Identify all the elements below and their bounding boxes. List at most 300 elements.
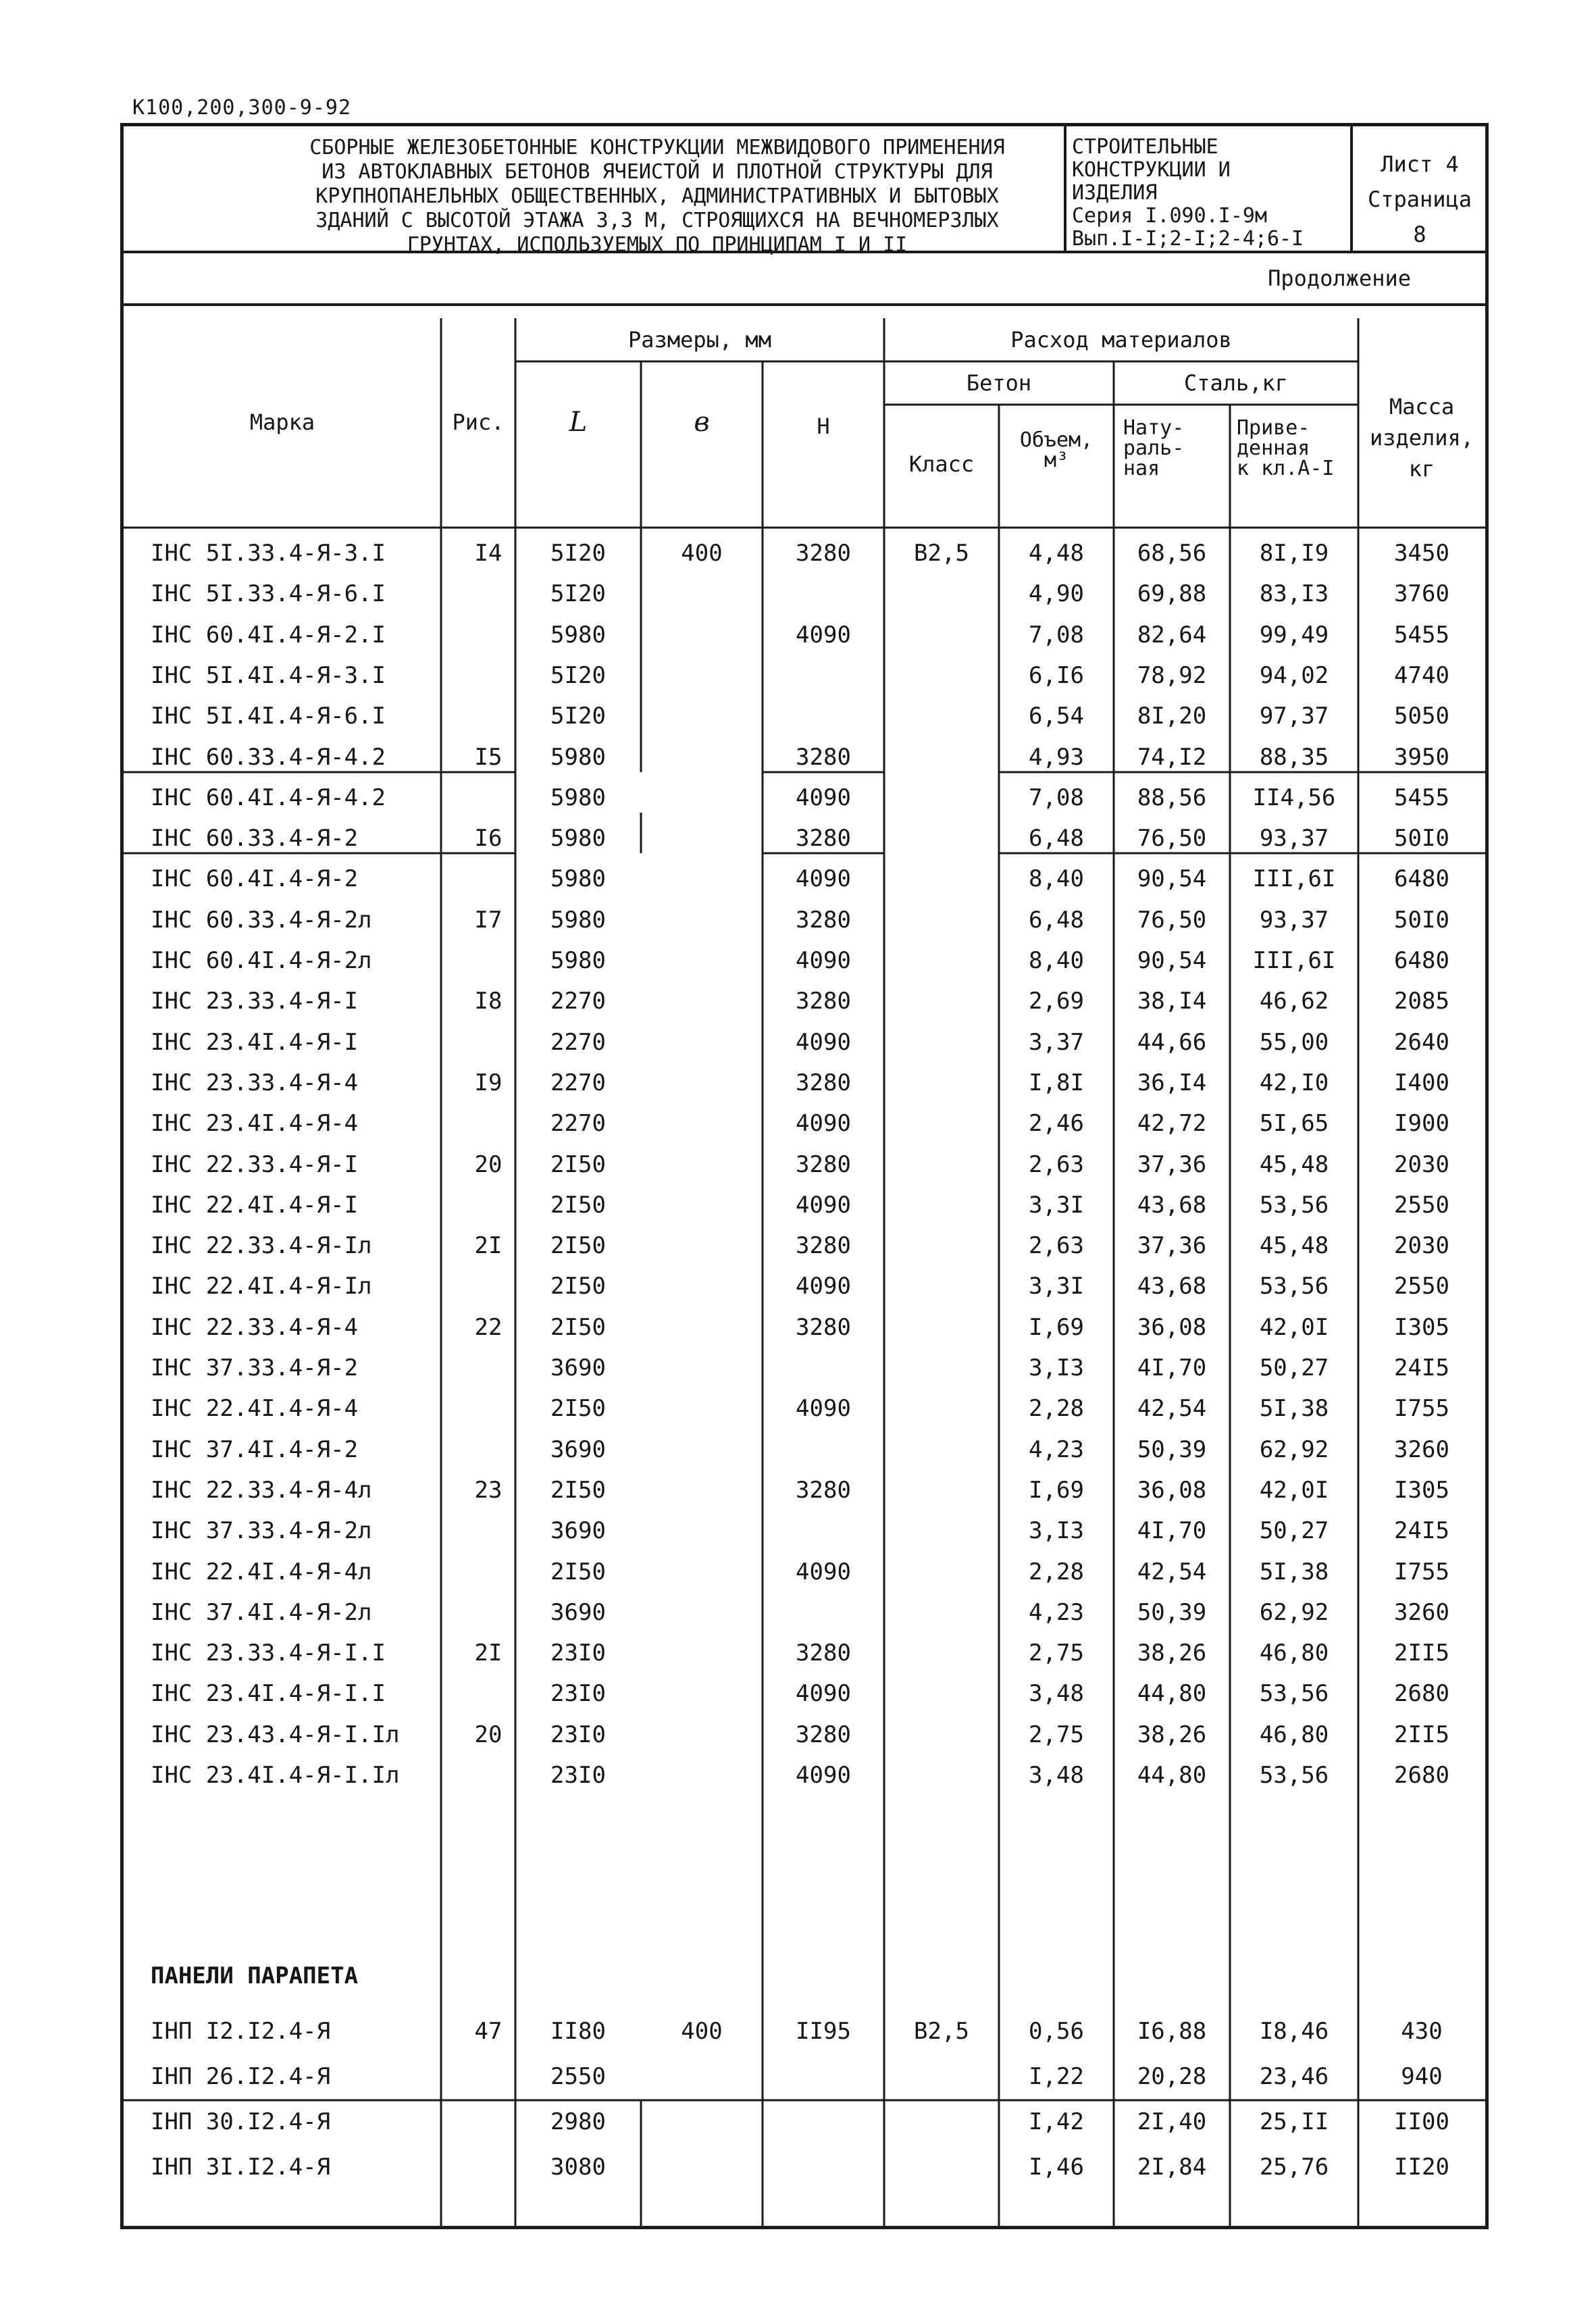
cell-mass: 50I0 [1394, 825, 1449, 853]
cell-mark: IНП 3I.I2.4-Я [151, 2154, 331, 2181]
col-header-volume [999, 430, 1114, 471]
cell-mark: IНС 37.33.4-Я-2л [151, 1517, 372, 1545]
cell-st2: 42,I0 [1259, 1069, 1329, 1096]
cell-mark: IНС 60.4I.4-Я-2.I [151, 621, 386, 649]
cell-fig: I6 [474, 825, 503, 853]
cell-st1: 36,08 [1137, 1476, 1207, 1504]
cell-l: 3690 [550, 1598, 606, 1626]
col-header-steel: Сталь,кг [1183, 370, 1289, 396]
col-header-concrete: Бетон [966, 370, 1032, 396]
cell-st1: 88,56 [1137, 784, 1207, 811]
cell-mass: 2640 [1394, 1028, 1449, 1056]
cell-l: 5I20 [550, 540, 606, 567]
cell-l: 2270 [550, 1110, 606, 1138]
cell-mass: 3950 [1394, 743, 1449, 771]
cell-vol: 3,3I [1029, 1191, 1084, 1219]
cell-st1: 68,56 [1137, 540, 1207, 567]
cell-b: 400 [681, 2018, 723, 2045]
cell-st2: 50,27 [1259, 1517, 1329, 1545]
cell-st2: 25,II [1259, 2108, 1329, 2135]
cell-vol: 8,40 [1029, 947, 1084, 974]
cell-vol: 6,I6 [1029, 661, 1084, 689]
cell-st1: 74,I2 [1137, 743, 1207, 771]
table-row [124, 1428, 1485, 1473]
cell-st1: 78,92 [1137, 661, 1207, 689]
table-row [124, 1265, 1485, 1309]
cell-vol: I,8I [1029, 1069, 1084, 1096]
cell-st2: 25,76 [1259, 2154, 1329, 2181]
cell-mark: IНС 37.4I.4-Я-2 [151, 1435, 359, 1463]
cell-vol: 6,48 [1029, 825, 1084, 853]
continuation-label: Продолжение [1268, 265, 1411, 291]
cell-mark: IНС 23.4I.4-Я-4 [151, 1110, 359, 1138]
cell-mass: 24I5 [1394, 1517, 1449, 1545]
cell-st1: 42,54 [1137, 1558, 1207, 1585]
cell-cls: В2,5 [914, 2018, 969, 2045]
cell-st1: 42,72 [1137, 1110, 1207, 1138]
mass-label-line: Масса [1389, 394, 1455, 420]
cell-mass: II20 [1394, 2154, 1449, 2181]
cell-vol: I,69 [1029, 1313, 1084, 1341]
cell-st2: 45,48 [1259, 1150, 1329, 1178]
cell-st2: 53,56 [1259, 1191, 1329, 1219]
cell-vol: 2,75 [1029, 1640, 1084, 1667]
cell-l: 5I20 [550, 703, 606, 730]
cell-mark: IНС 23.33.4-Я-I.I [151, 1640, 386, 1667]
cell-l: 3690 [550, 1435, 606, 1463]
steel-reduced-line: денная [1237, 436, 1310, 460]
cell-mark: IНС 22.33.4-Я-4л [151, 1476, 372, 1504]
cell-st2: 46,80 [1259, 1721, 1329, 1748]
cell-st2: 42,0I [1259, 1313, 1329, 1341]
cell-h: 3280 [796, 743, 851, 771]
cell-l: 5980 [550, 621, 606, 649]
cell-h: 3280 [796, 988, 851, 1015]
table-row [124, 736, 1485, 780]
title-line: КРУПНОПАНЕЛЬНЫХ ОБЩЕСТВЕННЫХ, АДМИНИСТРАТИВНЫХ И БЫТОВЫХ [315, 184, 999, 208]
cell-fig: I5 [474, 743, 503, 771]
cell-st1: 4I,70 [1137, 1517, 1207, 1545]
cell-vol: 4,23 [1029, 1598, 1084, 1626]
cell-st1: 76,50 [1137, 825, 1207, 853]
table-row [124, 2145, 1485, 2190]
cell-mark: IНС 60.33.4-Я-2 [151, 825, 359, 853]
table-row [124, 1224, 1485, 1269]
cell-vol: I,46 [1029, 2154, 1084, 2181]
table-row [124, 2055, 1485, 2100]
table-row [124, 980, 1485, 1024]
steel-natural-line: Нату- [1123, 416, 1185, 440]
cell-mark: IНС 23.43.4-Я-I.Iл [151, 1721, 400, 1748]
cell-l: 2I50 [550, 1150, 606, 1178]
cell-mark: IНС 22.33.4-Я-4 [151, 1313, 359, 1341]
volume-label-line: Объем, [1019, 428, 1093, 452]
cell-st1: 38,26 [1137, 1721, 1207, 1748]
table-row [124, 1631, 1485, 1676]
cell-fig: 23 [474, 1476, 503, 1504]
cell-mass: I755 [1394, 1395, 1449, 1423]
cell-l: 5980 [550, 865, 606, 893]
table-row [124, 1509, 1485, 1554]
cell-mark: IНС 60.33.4-Я-4.2 [151, 743, 386, 771]
cell-mass: I900 [1394, 1110, 1449, 1138]
cell-mark: IНП 30.I2.4-Я [151, 2108, 331, 2135]
cell-l: 5I20 [550, 580, 606, 608]
cell-vol: 3,37 [1029, 1028, 1084, 1056]
cell-mass: 5455 [1394, 621, 1449, 649]
table-row [124, 1672, 1485, 1717]
cell-vol: 2,63 [1029, 1232, 1084, 1260]
table-row [124, 1754, 1485, 1798]
cell-vol: 4,93 [1029, 743, 1084, 771]
cell-st2: 93,37 [1259, 825, 1329, 853]
cell-st2: 53,56 [1259, 1680, 1329, 1708]
cell-fig: 20 [474, 1150, 503, 1178]
series-line: ИЗДЕЛИЯ [1072, 181, 1158, 205]
cell-mass: 3260 [1394, 1598, 1449, 1626]
table-row [124, 1713, 1485, 1758]
cell-h: 4090 [796, 1191, 851, 1219]
volume-unit-line: м³ [1044, 449, 1069, 472]
col-header-sizes: Размеры, мм [628, 327, 771, 353]
cell-mark: IНС 22.33.4-Я-Iл [151, 1232, 372, 1260]
cell-vol: 3,I3 [1029, 1517, 1084, 1545]
cell-mark: IНС 22.4I.4-Я-Iл [151, 1273, 372, 1300]
cell-l: 23I0 [550, 1680, 606, 1708]
cell-mass: 430 [1401, 2018, 1443, 2045]
series-line: Серия I.090.I-9м [1072, 204, 1267, 228]
cell-vol: 2,75 [1029, 1721, 1084, 1748]
cell-mass: 5455 [1394, 784, 1449, 811]
cell-l: 3080 [550, 2154, 606, 2181]
cell-l: 2270 [550, 988, 606, 1015]
cell-mark: IНП I2.I2.4-Я [151, 2018, 331, 2045]
cell-mass: 6480 [1394, 865, 1449, 893]
table-row [124, 1387, 1485, 1431]
cell-mark: IНС 60.4I.4-Я-2 [151, 865, 359, 893]
parapet-section-title: ПАНЕЛИ ПАРАПЕТА [151, 1962, 359, 1989]
steel-natural-line: ная [1123, 457, 1160, 480]
table-row [124, 1469, 1485, 1513]
steel-reduced-line: к кл.А-I [1237, 457, 1335, 480]
cell-mark: IНС 22.33.4-Я-I [151, 1150, 359, 1178]
cell-st1: 2I,84 [1137, 2154, 1207, 2181]
table-row [124, 1021, 1485, 1065]
cell-st2: III,6I [1252, 947, 1336, 974]
cell-l: 2I50 [550, 1558, 606, 1585]
cell-l: 2270 [550, 1069, 606, 1096]
table-row [124, 694, 1485, 739]
series-line: СТРОИТЕЛЬНЫЕ [1072, 135, 1218, 159]
cell-vol: 2,69 [1029, 988, 1084, 1015]
cell-l: 3690 [550, 1517, 606, 1545]
cell-mark: IНС 60.4I.4-Я-4.2 [151, 784, 386, 811]
cell-l: 5980 [550, 743, 606, 771]
cell-fig: 2I [474, 1640, 503, 1667]
col-header-fig: Рис. [452, 409, 505, 435]
title-line: ЗДАНИЙ С ВЫСОТОЙ ЭТАЖА 3,3 М, СТРОЯЩИХСЯ НА ВЕЧНОМЕРЗЛЫХ [315, 209, 999, 232]
cell-l: 2I50 [550, 1395, 606, 1423]
cell-st2: 5I,38 [1259, 1395, 1329, 1423]
cell-st2: 50,27 [1259, 1354, 1329, 1381]
cell-st1: 43,68 [1137, 1273, 1207, 1300]
col-header-materials: Расход материалов [1010, 327, 1232, 353]
cell-vol: 6,48 [1029, 906, 1084, 934]
cell-h: 3280 [796, 1150, 851, 1178]
cell-mark: IНС 23.33.4-Я-I [151, 988, 359, 1015]
cell-mass: II00 [1394, 2108, 1449, 2135]
cell-st2: 8I,I9 [1259, 540, 1329, 567]
table-row [124, 817, 1485, 861]
cell-vol: 4,23 [1029, 1435, 1084, 1463]
cell-mass: 2550 [1394, 1273, 1449, 1300]
cell-st1: 44,80 [1137, 1680, 1207, 1708]
cell-vol: 8,40 [1029, 865, 1084, 893]
cell-mass: I755 [1394, 1558, 1449, 1585]
cell-l: 2I50 [550, 1191, 606, 1219]
cell-vol: 3,48 [1029, 1680, 1084, 1708]
cell-h: 3280 [796, 1313, 851, 1341]
cell-vol: I,69 [1029, 1476, 1084, 1504]
cell-l: 23I0 [550, 1721, 606, 1748]
cell-mark: IНС 23.4I.4-Я-I [151, 1028, 359, 1056]
steel-reduced-line: Приве- [1237, 416, 1310, 440]
table-row [124, 898, 1485, 943]
cell-mark: IНС 5I.4I.4-Я-3.I [151, 661, 386, 689]
cell-st2: 62,92 [1259, 1598, 1329, 1626]
cell-l: 5980 [550, 784, 606, 811]
cell-fig: I8 [474, 988, 503, 1015]
cell-vol: 2,28 [1029, 1558, 1084, 1585]
cell-st1: 50,39 [1137, 1435, 1207, 1463]
title-line: ГРУНТАХ, ИСПОЛЬЗУЕМЫХ ПО ПРИНЦИПАМ I И II [407, 233, 908, 257]
cell-mark: IНС 37.4I.4-Я-2л [151, 1598, 372, 1626]
cell-h: 3280 [796, 540, 851, 567]
cell-mass: 5050 [1394, 703, 1449, 730]
table-row [124, 857, 1485, 902]
cell-vol: 6,54 [1029, 703, 1084, 730]
cell-mass: 3760 [1394, 580, 1449, 608]
cell-mass: 3260 [1394, 1435, 1449, 1463]
cell-mass: 940 [1401, 2063, 1443, 2090]
document-code: К100,200,300-9-92 [132, 96, 352, 120]
cell-st2: 5I,65 [1259, 1110, 1329, 1138]
table-row [124, 1061, 1485, 1106]
cell-st2: 94,02 [1259, 661, 1329, 689]
cell-st1: 50,39 [1137, 1598, 1207, 1626]
cell-fig: 47 [474, 2018, 503, 2045]
table-row [124, 1550, 1485, 1595]
cell-h: 3280 [796, 1476, 851, 1504]
cell-h: 4090 [796, 1110, 851, 1138]
cell-h: 4090 [796, 1558, 851, 1585]
cell-st2: 55,00 [1259, 1028, 1329, 1056]
cell-mark: IНС 23.4I.4-Я-I.I [151, 1680, 386, 1708]
cell-mass: 24I5 [1394, 1354, 1449, 1381]
cell-st2: 97,37 [1259, 703, 1329, 730]
cell-h: 3280 [796, 1640, 851, 1667]
cell-mark: IНС 22.4I.4-Я-I [151, 1191, 359, 1219]
cell-st1: I6,88 [1137, 2018, 1207, 2045]
cell-vol: I,22 [1029, 2063, 1084, 2090]
cell-st2: 88,35 [1259, 743, 1329, 771]
cell-h: 4090 [796, 865, 851, 893]
cell-vol: I,42 [1029, 2108, 1084, 2135]
cell-mass: 2680 [1394, 1762, 1449, 1789]
cell-vol: 4,48 [1029, 540, 1084, 567]
cell-l: II80 [550, 2018, 606, 2045]
cell-st1: 38,I4 [1137, 988, 1207, 1015]
cell-fig: 20 [474, 1721, 503, 1748]
cell-h: 4090 [796, 1028, 851, 1056]
cell-st2: 5I,38 [1259, 1558, 1329, 1585]
cell-h: 4090 [796, 621, 851, 649]
cell-st2: 23,46 [1259, 2063, 1329, 2090]
cell-st1: 76,50 [1137, 906, 1207, 934]
table-row [124, 2010, 1485, 2054]
table-row [124, 572, 1485, 617]
cell-mass: 4740 [1394, 661, 1449, 689]
series-block [1064, 126, 1350, 251]
cell-l: 5I20 [550, 661, 606, 689]
col-header-steel-natural [1114, 418, 1230, 479]
cell-h: 4090 [796, 1680, 851, 1708]
col-header-length: L [569, 407, 588, 438]
cell-h: 3280 [796, 1069, 851, 1096]
sheet-block [1350, 126, 1487, 251]
cell-st1: 38,26 [1137, 1640, 1207, 1667]
cell-l: 5980 [550, 825, 606, 853]
cell-st2: 45,48 [1259, 1232, 1329, 1260]
col-header-mass [1358, 391, 1485, 484]
cell-st1: 37,36 [1137, 1150, 1207, 1178]
cell-vol: 4,90 [1029, 580, 1084, 608]
cell-st1: 37,36 [1137, 1232, 1207, 1260]
cell-fig: I4 [474, 540, 503, 567]
cell-mark: IНС 5I.33.4-Я-3.I [151, 540, 386, 567]
cell-h: 4090 [796, 1395, 851, 1423]
table-row [124, 1591, 1485, 1635]
cell-mass: I305 [1394, 1476, 1449, 1504]
cell-h: II95 [796, 2018, 851, 2045]
cell-mass: 2II5 [1394, 1640, 1449, 1667]
cell-st2: 99,49 [1259, 621, 1329, 649]
cell-vol: 7,08 [1029, 784, 1084, 811]
cell-st1: 2I,40 [1137, 2108, 1207, 2135]
cell-mass: 2030 [1394, 1150, 1449, 1178]
cell-cls: В2,5 [914, 540, 969, 567]
cell-vol: 2,46 [1029, 1110, 1084, 1138]
cell-mark: IНС 22.4I.4-Я-4 [151, 1395, 359, 1423]
mass-label-line: кг [1408, 456, 1435, 482]
cell-mass: 50I0 [1394, 906, 1449, 934]
cell-st2: 46,80 [1259, 1640, 1329, 1667]
drawing-sheet [120, 123, 1489, 2229]
cell-fig: 2I [474, 1232, 503, 1260]
table-row [124, 1102, 1485, 1146]
table-row [124, 532, 1485, 576]
cell-st1: 42,54 [1137, 1395, 1207, 1423]
cell-st2: 46,62 [1259, 988, 1329, 1015]
cell-mark: IНС 23.33.4-Я-4 [151, 1069, 359, 1096]
cell-mark: IНС 5I.4I.4-Я-6.I [151, 703, 386, 730]
cell-h: 4090 [796, 784, 851, 811]
cell-st1: 90,54 [1137, 947, 1207, 974]
cell-b: 400 [681, 540, 723, 567]
cell-mass: I400 [1394, 1069, 1449, 1096]
cell-st1: 20,28 [1137, 2063, 1207, 2090]
col-header-height: Н [817, 413, 830, 439]
table-row [124, 654, 1485, 698]
cell-l: 2550 [550, 2063, 606, 2090]
cell-mark: IНС 60.33.4-Я-2л [151, 906, 372, 934]
cell-vol: 3,48 [1029, 1762, 1084, 1789]
cell-l: 2980 [550, 2108, 606, 2135]
cell-h: 3280 [796, 1232, 851, 1260]
title-block [124, 126, 1485, 257]
series-line: КОНСТРУКЦИИ И [1072, 158, 1231, 182]
cell-st2: 42,0I [1259, 1476, 1329, 1504]
cell-mark: IНС 5I.33.4-Я-6.I [151, 580, 386, 608]
title-line: ИЗ АВТОКЛАВНЫХ БЕТОНОВ ЯЧЕИСТОЙ И ПЛОТНОЙ СТРУКТУРЫ ДЛЯ [321, 160, 993, 184]
cell-h: 3280 [796, 1721, 851, 1748]
cell-mass: 2II5 [1394, 1721, 1449, 1748]
continuation-bar [124, 253, 1485, 306]
cell-mark: IНП 26.I2.4-Я [151, 2063, 331, 2090]
cell-vol: 3,3I [1029, 1273, 1084, 1300]
cell-st1: 36,I4 [1137, 1069, 1207, 1096]
cell-l: 23I0 [550, 1640, 606, 1667]
cell-mass: 3450 [1394, 540, 1449, 567]
cell-fig: I7 [474, 906, 503, 934]
mass-label-line: изделия, [1369, 425, 1474, 451]
cell-st2: 62,92 [1259, 1435, 1329, 1463]
cell-st1: 82,64 [1137, 621, 1207, 649]
cell-st2: 83,I3 [1259, 580, 1329, 608]
cell-l: 2270 [550, 1028, 606, 1056]
cell-st1: 90,54 [1137, 865, 1207, 893]
cell-st2: III,6I [1252, 865, 1336, 893]
cell-st2: 53,56 [1259, 1273, 1329, 1300]
cell-l: 2I50 [550, 1313, 606, 1341]
cell-st1: 4I,70 [1137, 1354, 1207, 1381]
cell-st1: 43,68 [1137, 1191, 1207, 1219]
cell-mark: IНС 22.4I.4-Я-4л [151, 1558, 372, 1585]
cell-st1: 44,80 [1137, 1762, 1207, 1789]
cell-h: 4090 [796, 1762, 851, 1789]
col-header-class: Класс [908, 451, 975, 477]
table-row [124, 1184, 1485, 1228]
cell-l: 5980 [550, 906, 606, 934]
cell-st2: I8,46 [1259, 2018, 1329, 2045]
cell-mass: 2550 [1394, 1191, 1449, 1219]
col-header-steel-reduced [1230, 418, 1358, 479]
table-row [124, 776, 1485, 821]
table-row [124, 1346, 1485, 1391]
cell-fig: I9 [474, 1069, 503, 1096]
cell-vol: 3,I3 [1029, 1354, 1084, 1381]
col-header-mark: Марка [249, 409, 315, 435]
cell-st1: 44,66 [1137, 1028, 1207, 1056]
cell-vol: 2,28 [1029, 1395, 1084, 1423]
table-row [124, 613, 1485, 658]
cell-mass: 2085 [1394, 988, 1449, 1015]
cell-st2: 93,37 [1259, 906, 1329, 934]
cell-st2: II4,56 [1252, 784, 1336, 811]
cell-vol: 7,08 [1029, 621, 1084, 649]
cell-l: 2I50 [550, 1476, 606, 1504]
steel-natural-line: раль- [1123, 436, 1185, 460]
